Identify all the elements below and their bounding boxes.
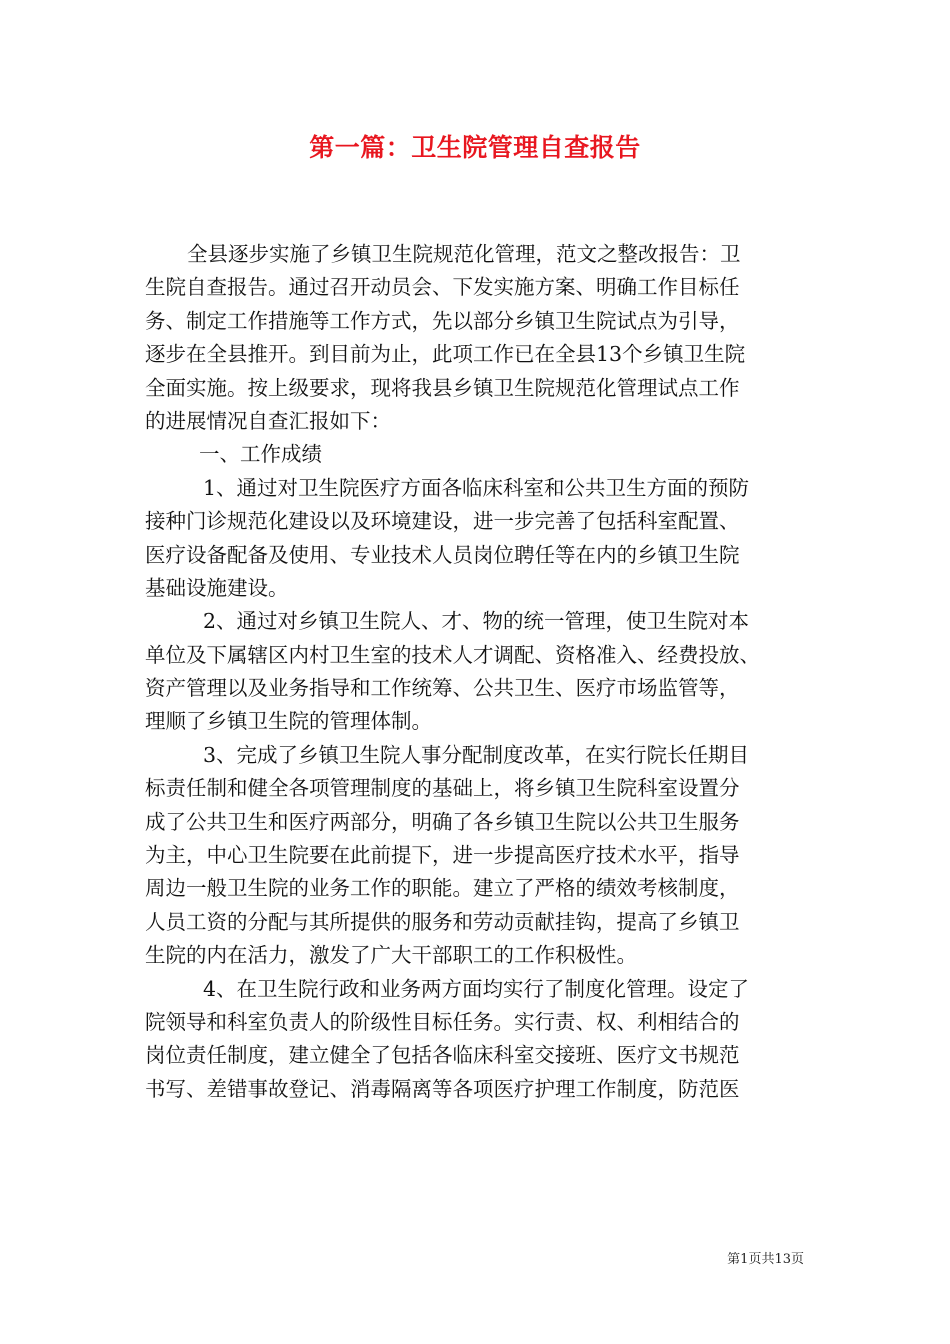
page-number-footer: 第1页共13页 xyxy=(727,1252,804,1267)
paragraph-line: 一、工作成绩 xyxy=(199,442,322,467)
paragraph-line: 标责任制和健全各项管理制度的基础上，将乡镇卫生院科室设置分 xyxy=(145,776,740,801)
paragraph-line: 全面实施。按上级要求，现将我县乡镇卫生院规范化管理试点工作 xyxy=(145,375,740,400)
paragraph-line: 医疗设备配备及使用、专业技术人员岗位聘任等在内的乡镇卫生院 xyxy=(145,542,740,567)
paragraph-line: 接种门诊规范化建设以及环境建设，进一步完善了包括科室配置、 xyxy=(145,509,740,534)
paragraph-line: 理顺了乡镇卫生院的管理体制。 xyxy=(145,709,432,734)
paragraph-line: 4、在卫生院行政和业务两方面均实行了制度化管理。设定了 xyxy=(203,976,750,1001)
paragraph-line: 3、完成了乡镇卫生院人事分配制度改革，在实行院长任期目 xyxy=(203,742,750,767)
paragraph-line: 资产管理以及业务指导和工作统筹、公共卫生、医疗市场监管等， xyxy=(145,676,740,701)
paragraph-line: 逐步在全县推开。到目前为止，此项工作已在全县13个乡镇卫生院 xyxy=(145,342,746,367)
document-body xyxy=(145,238,805,1106)
paragraph-line: 成了公共卫生和医疗两部分，明确了各乡镇卫生院以公共卫生服务 xyxy=(145,809,740,834)
paragraph-line: 2、通过对乡镇卫生院人、才、物的统一管理，使卫生院对本 xyxy=(203,609,750,634)
paragraph-line: 单位及下属辖区内村卫生室的技术人才调配、资格准入、经费投放、 xyxy=(145,642,760,667)
paragraph-line: 生院自查报告。通过召开动员会、下发实施方案、明确工作目标任 xyxy=(145,275,740,300)
paragraph-line: 书写、差错事故登记、消毒隔离等各项医疗护理工作制度，防范医 xyxy=(145,1076,740,1101)
paragraph-line: 岗位责任制度，建立健全了包括各临床科室交接班、医疗文书规范 xyxy=(145,1043,740,1068)
paragraph-line: 生院的内在活力，激发了广大干部职工的工作积极性。 xyxy=(145,943,637,968)
paragraph-line: 全县逐步实施了乡镇卫生院规范化管理，范文之整改报告：卫 xyxy=(187,242,741,266)
paragraph-line: 基础设施建设。 xyxy=(145,575,289,600)
paragraph-line: 周边一般卫生院的业务工作的职能。建立了严格的绩效考核制度， xyxy=(145,876,740,901)
document-title: 第一篇：卫生院管理自查报告 xyxy=(309,133,641,162)
paragraph-line: 为主，中心卫生院要在此前提下，进一步提高医疗技术水平，指导 xyxy=(145,843,740,868)
paragraph-line: 的进展情况自查汇报如下： xyxy=(145,408,391,433)
paragraph-line: 1、通过对卫生院医疗方面各临床科室和公共卫生方面的预防 xyxy=(203,475,750,500)
paragraph-line: 务、制定工作措施等工作方式，先以部分乡镇卫生院试点为引导， xyxy=(145,308,740,333)
paragraph-line: 院领导和科室负责人的阶级性目标任务。实行责、权、利相结合的 xyxy=(145,1009,740,1034)
paragraph-line: 人员工资的分配与其所提供的服务和劳动贡献挂钩，提高了乡镇卫 xyxy=(145,909,740,934)
